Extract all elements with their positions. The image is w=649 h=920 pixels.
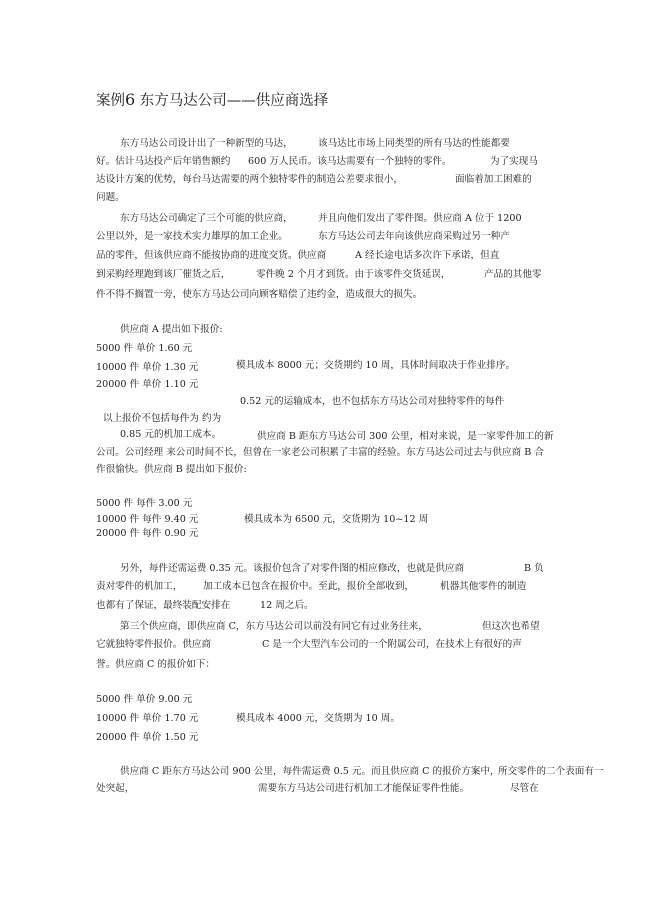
text-line: 该马达比市场上同类型的所有马达的性能都要: [318, 138, 510, 149]
text-line: 作很愉快。供应商 B 提出如下报价:: [96, 464, 247, 475]
text-line: 达设计方案的优势，每台马达需要的两个独特零件的制造公差要求很小，: [96, 174, 403, 185]
text-line: 以上报价不包括每件为 约为: [103, 413, 222, 424]
text-line: 责对零件的机加工，: [96, 581, 183, 592]
text-line: 5000 件 单价 1.60 元: [96, 343, 193, 354]
text-line: 0.85 元的机加工成本。: [120, 429, 222, 440]
text-line: B 负: [524, 563, 544, 574]
text-line: 尽管在: [510, 783, 539, 794]
text-line: 誉。供应商 C 的报价如下：: [96, 659, 215, 670]
text-line: 加工成本已包含在报价中。至此，报价全部收到，: [203, 581, 415, 592]
text-line: 品的零件，但该供应商不能按协商的进度交货。供应商: [96, 250, 327, 261]
text-line: 公司。公司经理 来公司时间不长，但曾在一家老公司积累了丰富的经验。东方马达公司过去与供应商 B 合: [96, 447, 544, 458]
text-line: 公里以外，是一家技术实力雄厚的加工企业。: [96, 231, 288, 242]
text-line: A 经长途电话多次许下承诺，但直: [355, 250, 500, 261]
text-line: 到采购经理跑到该厂催货之后，: [96, 269, 231, 280]
text-line: 20000 件 每件 0.90 元: [96, 528, 199, 539]
text-line: 并且向他们发出了零件图。供应商 A 位于 1200: [318, 213, 522, 224]
text-line: 需要东方马达公司进行机加工才能保证零件性能。: [258, 783, 470, 794]
text-line: 12 周之后。: [260, 600, 314, 611]
text-line: 它就独特零件报价。供应商: [96, 639, 212, 650]
text-line: 处突起，: [96, 783, 135, 794]
text-line: C 是一个大型汽车公司的一个附属公司，在技术上有很好的声: [262, 639, 522, 650]
text-line: 另外，每件还需运费 0.35 元。该报价包含了对零件图的相应修改，也就是供应商: [120, 563, 465, 574]
text-line: 0.52 元的运输成本，也不包括东方马达公司对独特零件的每件: [240, 396, 505, 407]
text-line: 第三个供应商，即供应商 C，东方马达公司以前没有同它有过业务往来，: [120, 621, 428, 632]
text-line: 600 万人民币。该马达需要有一个独特的零件。: [248, 156, 452, 167]
page-title: 案例6 东方马达公司——供应商选择: [96, 90, 329, 109]
text-line: 所交零件的二个表面有一: [498, 766, 604, 777]
text-line: 机器其他零件的制造: [440, 581, 527, 592]
text-line: 10000 件 单价 1.30 元: [96, 362, 199, 373]
text-line: 10000 件 单价 1.70 元: [96, 713, 199, 724]
text-line: 产品的其他零: [484, 269, 542, 280]
text-line: 也都有了保证，最终装配安排在: [96, 600, 231, 611]
text-line: 东方马达公司去年向该供应商采购过另一种产: [318, 231, 510, 242]
text-line: 模具成本 4000 元，交货期为 10 周。: [236, 713, 400, 724]
text-line: 供应商 C 距东方马达公司 900 公里，每件需运费 0.5 元。而且供应商 C 的报价方案中，: [120, 766, 500, 777]
text-line: 好。估计马达投产后年销售额约: [96, 156, 231, 167]
text-line: 20000 件 单价 1.10 元: [96, 379, 199, 390]
text-line: 5000 件 每件 3.00 元: [96, 498, 193, 509]
text-line: 供应商 B 距东方马达公司 300 公里，相对来说，是一家零件加工的新: [257, 431, 554, 442]
text-line: 模具成本 8000 元；交货期约 10 周，具体时间取决于作业排序。: [236, 360, 516, 371]
text-line: 20000 件 单价 1.50 元: [96, 732, 199, 743]
text-line: 面临着加工困难的: [455, 174, 532, 185]
text-line: 为了实现马: [490, 156, 538, 167]
text-line: 问题。: [96, 192, 125, 203]
text-line: 供应商 A 提出如下报价:: [120, 324, 223, 335]
text-line: 10000 件 每件 9.40 元: [96, 514, 199, 525]
text-line: 零件晚 2 个月才到货。由于该零件交货延误，: [256, 269, 451, 280]
text-line: 东方马达公司设计出了一种新型的马达，: [120, 138, 293, 149]
text-line: 件不得不搁置一旁，使东方马达公司向顾客赔偿了违约金，造成很大的损失。: [96, 289, 423, 300]
text-line: 5000 件 单价 9.00 元: [96, 694, 193, 705]
text-line: 模具成本为 6500 元，交货期为 10~12 周: [244, 514, 429, 525]
text-line: 但这次也希望: [482, 621, 540, 632]
text-line: 东方马达公司确定了三个可能的供应商，: [120, 213, 293, 224]
